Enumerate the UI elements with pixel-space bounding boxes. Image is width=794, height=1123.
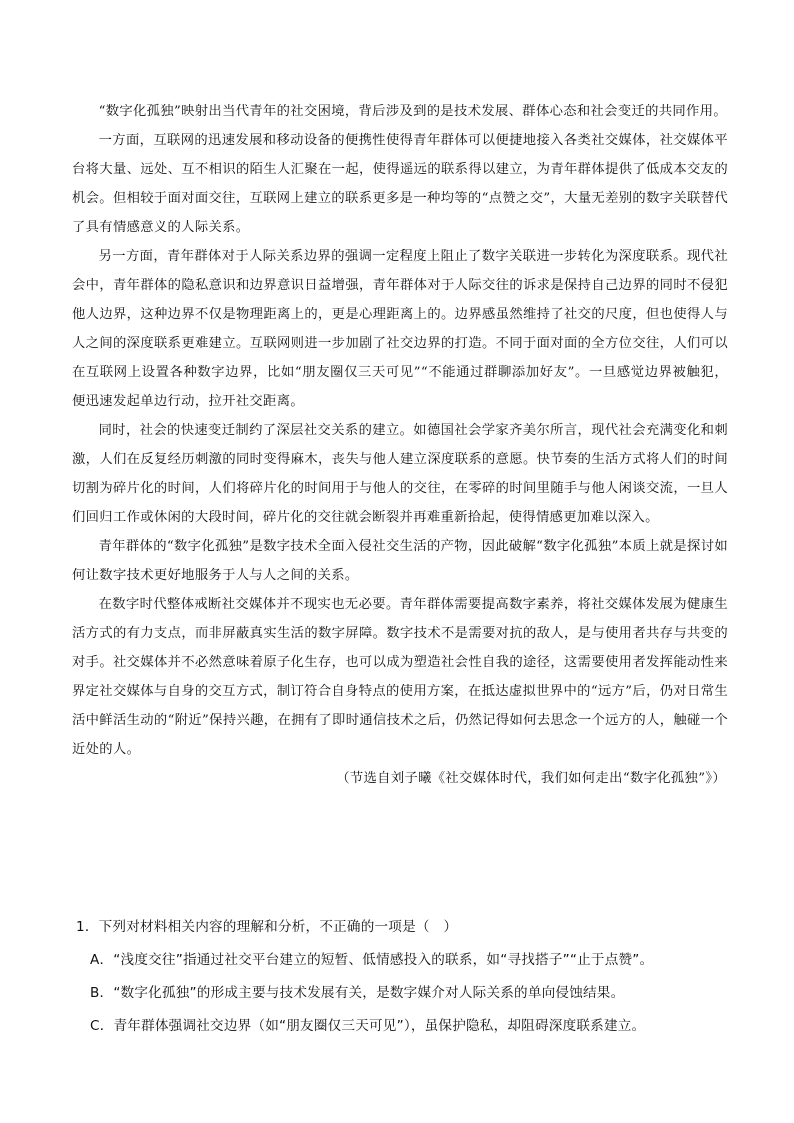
passage-source: （节选自刘子曦《社交媒体时代，我们如何走出“数字化孤独”》） [336, 771, 726, 786]
option-a[interactable]: A．“浅度交往”指通过社交平台建立的短暂、低情感投入的联系，如“寻找搭子”“止于点赞”。 [90, 952, 654, 968]
passage-paragraph: 青年群体的“数字化孤独”是数字技术全面入侵社交生活的产物，因此破解“数字化孤独”本质上就是探讨如何让数字技术更好地服务于人与人之间的关系。 [72, 539, 728, 583]
passage-paragraph: 在数字时代整体戒断社交媒体并不现实也无必要。青年群体需要提高数字素养，将社交媒体发展为健康生活方式的有力支点，而非屏蔽真实生活的数字屏障。数字技术不是需要对抗的敌人，是与使用者共存与共变的对手。社交媒体并不必然意味着原子化生存，也可以成为塑造社会性自我的途径，这需要使用者发挥能动性来界定社交媒体与自身的交互方式，制订符合自身特点的使用方案，在抵达虚拟世界中的“远方”后，仍对日常生活中鲜活生动的“附近”保持兴趣，在拥有了即时通信技术之后，仍然记得如何去思念一个远方的人，触碰一个近处的人。 [72, 597, 728, 757]
passage-paragraph: “数字化孤独”映射出当代青年的社交困境，背后涉及到的是技术发展、群体心态和社会变迁的共同作用。 [98, 104, 727, 119]
question-block [76, 911, 736, 1043]
question-stem: 1．下列对材料相关内容的理解和分析，不正确的一项是（ ） [76, 919, 458, 935]
passage-paragraph: 另一方面，青年群体对于人际关系边界的强调一定程度上阻止了数字关联进一步转化为深度联系。现代社会中，青年群体的隐私意识和边界意识日益增强，青年群体对于人际交往的诉求是保持自己边界的同时不侵犯他人边界，这种边界不仅是物理距离上的，更是心理距离上的。边界感虽然维持了社交的尺度，但也使得人与人之间的深度联系更难建立。互联网则进一步加剧了社交边界的打造。不同于面对面的全方位交往，人们可以在互联网上设置各种数字边界，比如“朋友圈仅三天可见”“不能通过群聊添加好友”。一旦感觉边界被触犯，便迅速发起单边行动，拉开社交距离。 [72, 249, 728, 409]
option-b[interactable]: B．“数字化孤独”的形成主要与技术发展有关，是数字媒介对人际关系的单向侵蚀结果。 [90, 985, 625, 1001]
option-c[interactable]: C．青年群体强调社交边界（如“朋友圈仅三天可见”），虽保护隐私，却阻碍深度联系建立。 [90, 1018, 646, 1034]
passage-paragraph: 同时，社会的快速变迁制约了深层社交关系的建立。如德国社会学家齐美尔所言，现代社会充满变化和刺激，人们在反复经历刺激的同时变得麻木，丧失与他人建立深度联系的意愿。快节奏的生活方式将人们的时间切割为碎片化的时间，人们将碎片化的时间用于与他人的交往，在零碎的时间里随手与他人闲谈交流，一旦人们回归工作或休闲的大段时间，碎片化的交往就会断裂并再难重新拾起，使得情感更加难以深入。 [72, 423, 728, 525]
reading-passage [72, 97, 728, 793]
passage-paragraph: 一方面，互联网的迅速发展和移动设备的便携性使得青年群体可以便捷地接入各类社交媒体，社交媒体平台将大量、远处、互不相识的陌生人汇聚在一起，使得遥远的联系得以建立，为青年群体提供了低成本交友的机会。但相较于面对面交往，互联网上建立的联系更多是一种均等的“点赞之交”，大量无差别的数字关联替代了具有情感意义的人际关系。 [72, 133, 728, 235]
